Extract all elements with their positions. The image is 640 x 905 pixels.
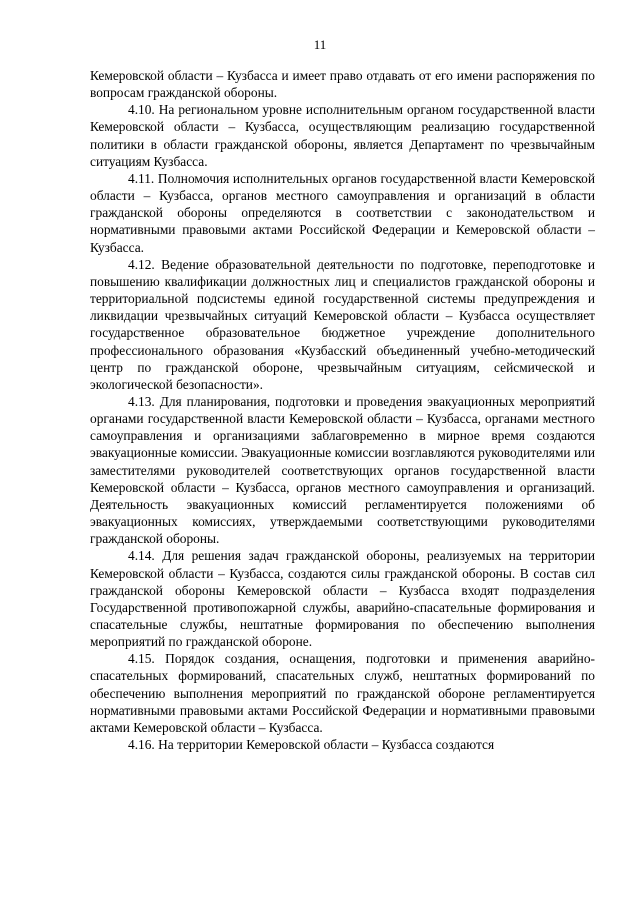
- paragraph-4-11: 4.11. Полномочия исполнительных органов государственной власти Кемеровской области – Кузбасса, органов местного самоуправления и организаций в области гражданской обороны определяются в соответствии с законодательством и нормативными правовыми актами Российской Федерации и Кемеровской области – Кузбасса.: [90, 170, 595, 255]
- document-body: [90, 67, 595, 753]
- page-number: 11: [313, 37, 327, 52]
- paragraph-4-14: 4.14. Для решения задач гражданской обороны, реализуемых на территории Кемеровской области – Кузбасса, создаются силы гражданской обороны. В состав сил гражданской обороны Кемеровской области – Кузбасса входят подразделения Государственной противопожарной службы, аварийно-спасательные формирования и спасательные службы, нештатные формирования по обеспечению выполнения мероприятий по гражданской обороне.: [90, 548, 595, 650]
- paragraph-4-13: 4.13. Для планирования, подготовки и проведения эвакуационных мероприятий органами государственной власти Кемеровской области – Кузбасса, органами местного самоуправления и организациями заблаговременно в мирное время создаются эвакуационные комиссии. Эвакуационные комиссии возглавляются руководителями или заместителями руководителей соответствующих органов государственной власти Кемеровской области – Кузбасса, органов местного самоуправления и организаций. Деятельность эвакуационных комиссий регламентируется положениями об эвакуационных комиссиях, утверждаемыми соответствующими руководителями гражданской обороны.: [90, 393, 595, 547]
- paragraph-4-12: 4.12. Ведение образовательной деятельности по подготовке, переподготовке и повышению квалификации должностных лиц и специалистов гражданской обороны и территориальной подсистемы единой государственной системы предупреждения и ликвидации чрезвычайных ситуаций Кемеровской области – Кузбасса осуществляет государственное образовательное бюджетное учреждение дополнительного профессионального образования «Кузбасский объединенный учебно-методический центр по гражданской обороне, чрезвычайным ситуациям, сейсмической и экологической безопасности».: [90, 256, 595, 392]
- paragraph-continuation: Кемеровской области – Кузбасса и имеет право отдавать от его имени распоряжения по вопросам гражданской обороны.: [90, 68, 595, 101]
- paragraph-4-10: 4.10. На региональном уровне исполнительным органом государственной власти Кемеровской области – Кузбасса, осуществляющим реализацию государственной политики в области гражданской обороны, является Департамент по чрезвычайным ситуациям Кузбасса.: [90, 102, 595, 169]
- paragraph-4-16: 4.16. На территории Кемеровской области – Кузбасса создаются: [128, 737, 495, 753]
- paragraph-4-15: 4.15. Порядок создания, оснащения, подготовки и применения аварийно-спасательных формирований, спасательных служб, нештатных формирований по обеспечению выполнения мероприятий по гражданской обороне регламентируется нормативными правовыми актами Российской Федерации и нормативными правовыми актами Кемеровской области – Кузбасса.: [90, 651, 595, 735]
